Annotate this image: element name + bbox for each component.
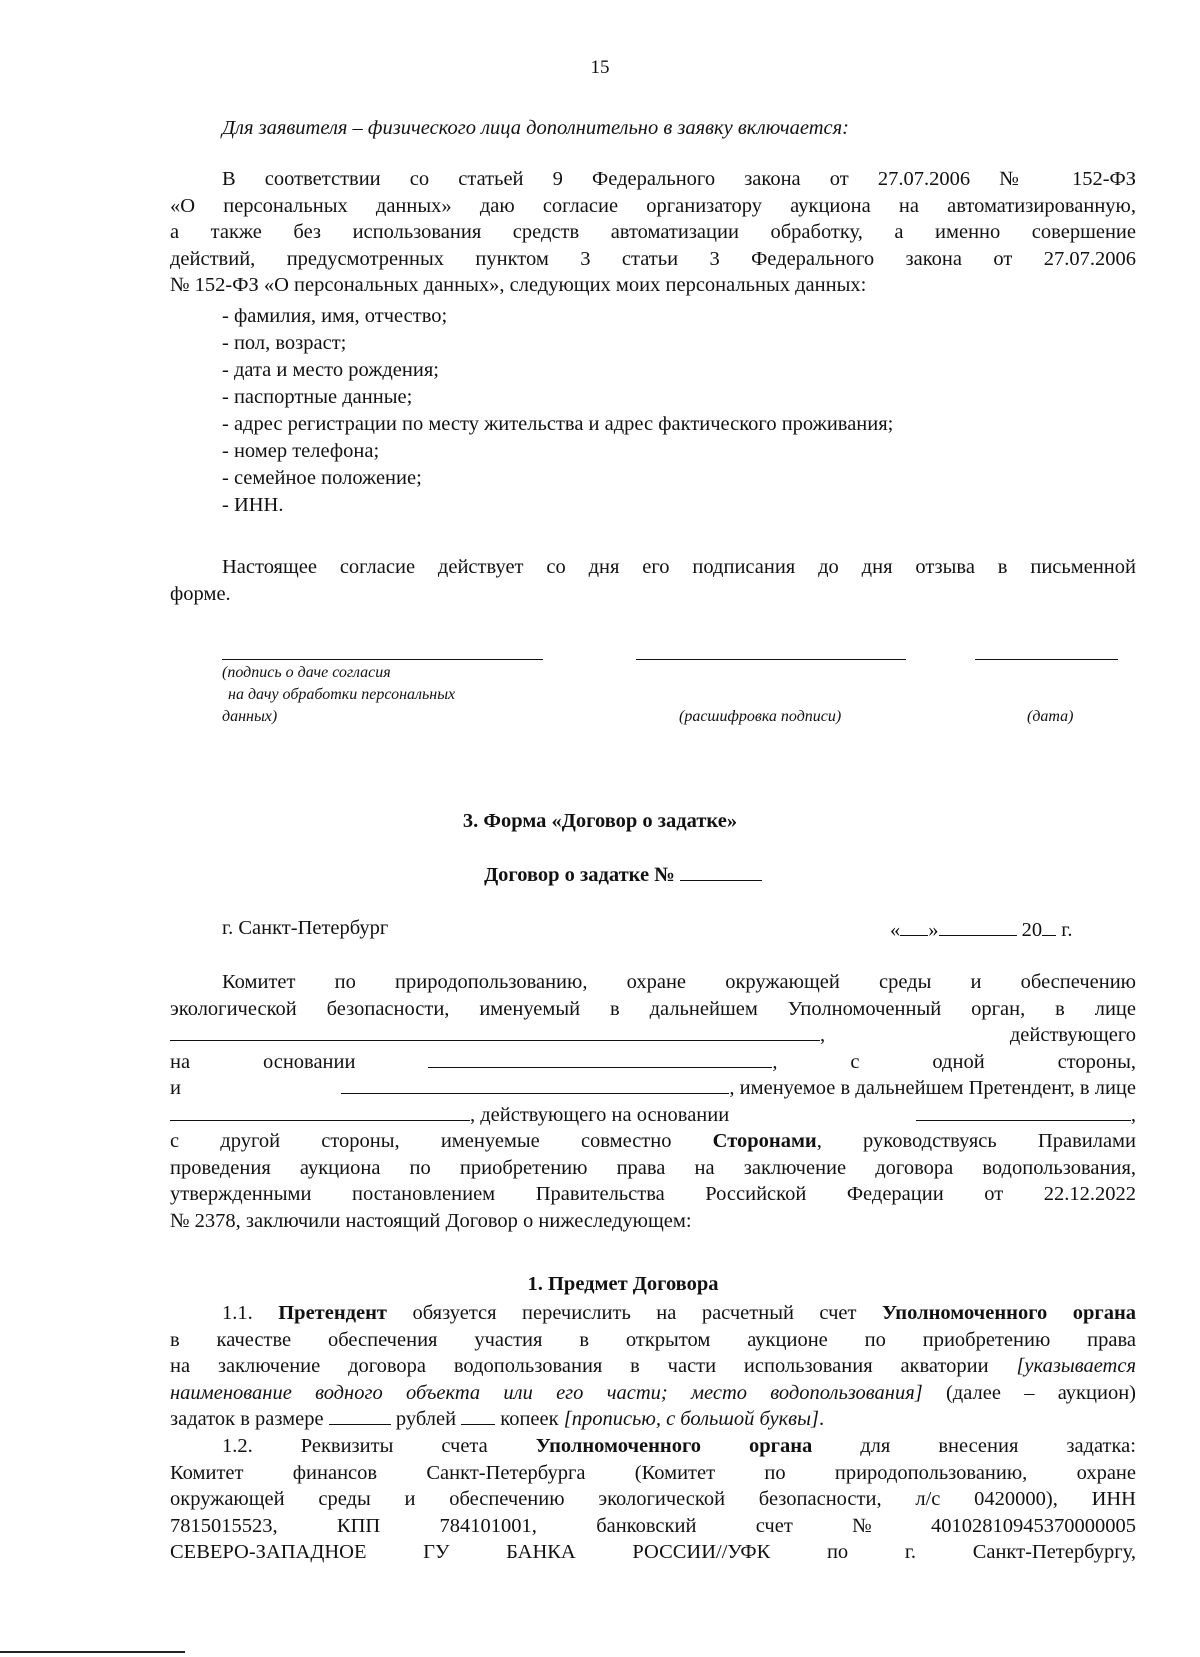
- list-item: - пол, возраст;: [222, 332, 347, 354]
- contract-city: г. Санкт-Петербург: [222, 917, 389, 939]
- consent-line: а также без использования средств автоматизации обработку, а именно совершение: [170, 221, 1136, 243]
- personal-data-list: [222, 303, 893, 519]
- contract-title: Договор о задатке №: [23, 862, 1200, 887]
- list-item: - дата и место рождения;: [222, 359, 439, 381]
- consent-line: В соответствии со статьей 9 Федерального закона от 27.07.2006 № 152-ФЗ: [222, 168, 1136, 190]
- basis-blank: [428, 1049, 772, 1068]
- validity-paragraph: [170, 554, 1136, 607]
- list-item: - семейное положение;: [222, 467, 422, 489]
- consent-line: действий, предусмотренных пунктом 3 статьи 3 Федерального закона от 27.07.2006: [170, 247, 1136, 270]
- consent-line: № 152-ФЗ «О персональных данных», следующих моих персональных данных:: [170, 274, 867, 296]
- representative-blank: [170, 1022, 820, 1041]
- validity-line: Настоящее согласие действует со дня его подписания до дня отзыва в письменной: [222, 556, 1136, 578]
- list-item: - адрес регистрации по месту жительства и адрес фактического проживания;: [222, 413, 894, 435]
- intro-line: Для заявителя – физического лица дополнительно в заявку включается:: [222, 117, 850, 139]
- month-blank: [939, 917, 1017, 936]
- list-item: - фамилия, имя, отчество;: [222, 305, 448, 327]
- day-blank: [900, 917, 928, 936]
- applicant-blank: [341, 1075, 729, 1094]
- decoding-line: [636, 659, 906, 660]
- subject-title: 1. Предмет Договора: [527, 1273, 719, 1295]
- list-item: - ИНН.: [222, 494, 284, 516]
- applicant-basis-blank: [916, 1102, 1131, 1121]
- date-line: [975, 659, 1118, 660]
- applicant-representative-blank: [170, 1102, 470, 1121]
- validity-line: форме.: [170, 582, 231, 605]
- consent-paragraph: [170, 166, 1136, 299]
- contract-date: « » 20 г.: [890, 919, 1073, 941]
- date-caption: (дата): [1027, 708, 1074, 725]
- signature-caption: (подпись о даче согласия на дачу обработки персональных данных): [222, 664, 456, 725]
- decoding-caption: (расшифровка подписи): [679, 708, 842, 725]
- amount-kopecks-blank: [461, 1406, 495, 1425]
- year-blank: [1042, 917, 1056, 936]
- clause-1-2: 1.2. Реквизиты счета Уполномоченного органа для внесения задатка: Комитет финансов Санкт-Петербурга (Комитет по природопользованию, охране окружающей среды и обеспечению экологической безопасности, л/с 0420000), ИНН 7815015523, КПП 784101001, банковский счет № 40102810945370000005 СЕВЕРО-ЗАПАДНОЕ ГУ БАНКА РОССИИ//УФК по г. Санкт-Петербургу,: [170, 1435, 1136, 1563]
- footer-rule: [0, 1651, 185, 1653]
- section-title: 3. Форма «Договор о задатке»: [462, 810, 738, 832]
- amount-rubles-blank: [329, 1406, 391, 1425]
- list-item: - номер телефона;: [222, 440, 380, 462]
- signature-line: [222, 659, 543, 660]
- page-number: 15: [590, 57, 610, 78]
- consent-line: «О персональных данных» даю согласие организатору аукциона на автоматизированную,: [170, 194, 1136, 217]
- contract-number-blank: [680, 862, 762, 881]
- clause-1-1: 1.1. Претендент обязуется перечислить на расчетный счет Уполномоченного органа в качестве обеспечения участия в открытом аукционе по приобретению права на заключение договора водопользования в части использования акватории [указывается наименование водного объекта или его части; место водопользования] (далее – аукцион) задаток в размере рублей копеек [прописью, с большой буквы].: [170, 1302, 1136, 1430]
- parties-paragraph: Комитет по природопользованию, охране окружающей среды и обеспечению экологической безопасности, именуемый в дальнейшем Уполномоченный орган, в лице , действующего на основании , с одной стороны, и , именуемое в дальнейшем Претендент, в лице , действующего на основании , с другой стороны, именуемые совместно Сторонами, руководствуясь Правилами проведения аукциона по приобретению права на заключение договора водопользования, утвержденными постановлением Правительства Российской Федерации от 22.12.2022 № 2378, заключили настоящий Договор о нижеследующем:: [170, 971, 1136, 1232]
- list-item: - паспортные данные;: [222, 386, 413, 408]
